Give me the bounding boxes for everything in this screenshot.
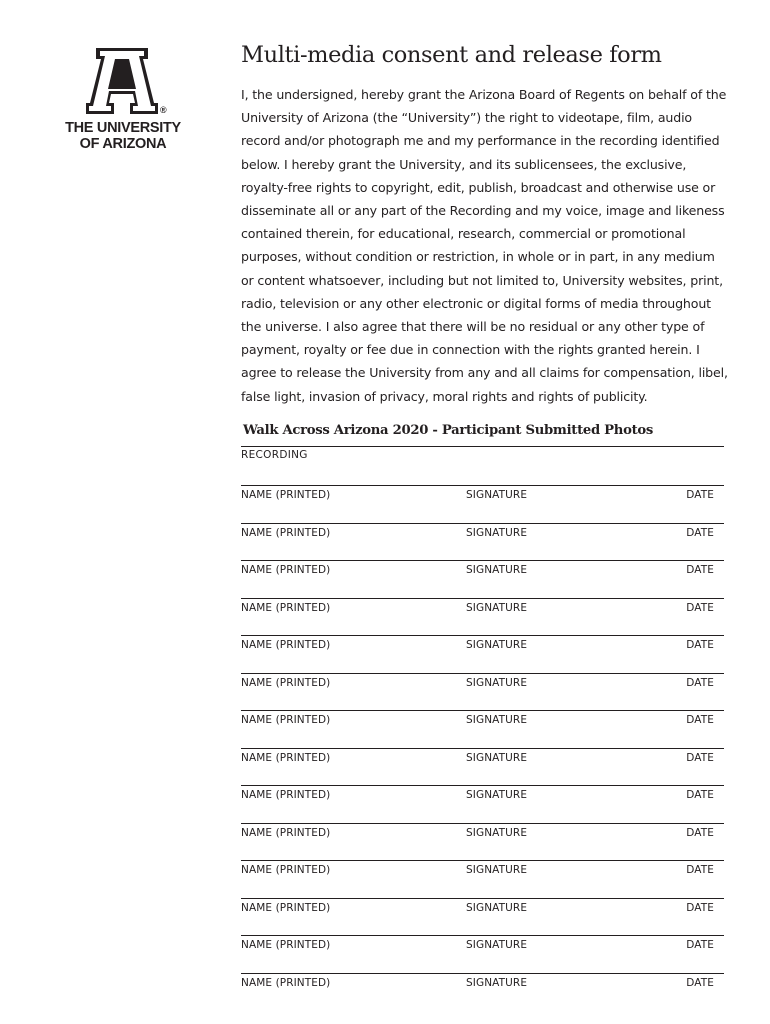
recording-line [241,446,724,447]
date-label: DATE [686,751,714,764]
signature-label: SIGNATURE [466,826,528,839]
signature-label: SIGNATURE [466,714,528,726]
date-label: DATE [686,526,714,539]
signature-label: SIGNATURE [466,976,528,989]
date-label: DATE [686,601,714,614]
name-printed-label: NAME (PRINTED) [241,789,331,801]
date-label: DATE [686,639,714,651]
name-printed-label: NAME (PRINTED) [241,639,331,651]
name-printed-label: NAME (PRINTED) [241,676,331,689]
recording-label: RECORDING [241,449,308,461]
signature-row[interactable] [241,598,724,619]
university-wordmark [62,120,184,152]
signature-row[interactable] [241,635,724,656]
date-label: DATE [686,789,714,801]
name-printed-label: NAME (PRINTED) [241,526,331,539]
signature-row[interactable] [241,710,724,731]
name-printed-label: NAME (PRINTED) [241,864,331,876]
date-label: DATE [686,901,714,914]
signature-label: SIGNATURE [466,601,528,614]
signature-label: SIGNATURE [466,789,528,801]
date-label: DATE [686,864,714,876]
signature-label: SIGNATURE [466,901,528,914]
signature-row[interactable] [241,523,724,544]
name-printed-label: NAME (PRINTED) [241,826,331,839]
date-label: DATE [686,564,714,576]
signature-row[interactable] [241,560,724,581]
date-label: DATE [686,489,714,501]
signature-row[interactable] [241,860,724,881]
signature-label: SIGNATURE [466,564,528,576]
name-printed-label: NAME (PRINTED) [241,751,331,764]
signature-label: SIGNATURE [466,639,528,651]
signature-row[interactable] [241,485,724,506]
date-label: DATE [686,826,714,839]
date-label: DATE [686,714,714,726]
signature-row[interactable] [241,785,724,806]
name-printed-label: NAME (PRINTED) [241,939,331,951]
name-printed-label: NAME (PRINTED) [241,901,331,914]
date-label: DATE [686,976,714,989]
signature-label: SIGNATURE [466,526,528,539]
signature-label: SIGNATURE [466,676,528,689]
signature-label: SIGNATURE [466,939,528,951]
consent-body-text: I, the undersigned, hereby grant the Arizona Board of Regents on behalf of the University of Arizona (the “University”) the right to videotape, film, audio record and/or photograph me and my performance in the recording identified below. I hereby grant the University, and its sublicensees, the exclusive, royalty-free rights to copyright, edit, publish, broadcast and otherwise use or disseminate all or any part of the Recording and my voice, image and likeness contained therein, for educational, research, commercial or promotional purposes, without condition or restriction, in whole or in part, in any medium or content whatsoever, including but not limited to, University websites, print, radio, television or any other electronic or digital forms of media throughout the universe. I also agree that there will be no residual or any other type of payment, royalty or fee due in connection with the rights granted herein. I agree to release the University from any and all claims for compensation, libel, false light, invasion of privacy, moral rights and rights of publicity. [241,87,728,404]
signature-row[interactable] [241,673,724,694]
name-printed-label: NAME (PRINTED) [241,489,331,501]
date-label: DATE [686,676,714,689]
date-label: DATE [686,939,714,951]
wordmark-line-2: OF ARIZONA [79,136,167,152]
signature-row[interactable] [241,748,724,769]
name-printed-label: NAME (PRINTED) [241,564,331,576]
university-logo [62,46,184,156]
signature-row[interactable] [241,935,724,956]
signature-label: SIGNATURE [466,751,528,764]
name-printed-label: NAME (PRINTED) [241,601,331,614]
name-printed-label: NAME (PRINTED) [241,976,331,989]
name-printed-label: NAME (PRINTED) [241,714,331,726]
page-title: Multi-media consent and release form [241,42,662,68]
event-title: Walk Across Arizona 2020 - Participant Submitted Photos [243,423,653,438]
wordmark-line-1: THE UNIVERSITY [65,120,181,136]
signature-row[interactable] [241,823,724,844]
signature-label: SIGNATURE [466,864,528,876]
signature-label: SIGNATURE [466,489,528,501]
signature-row[interactable] [241,898,724,919]
block-a-logo-icon [86,46,158,114]
signature-row[interactable] [241,973,724,994]
registered-mark: ® [160,105,167,115]
